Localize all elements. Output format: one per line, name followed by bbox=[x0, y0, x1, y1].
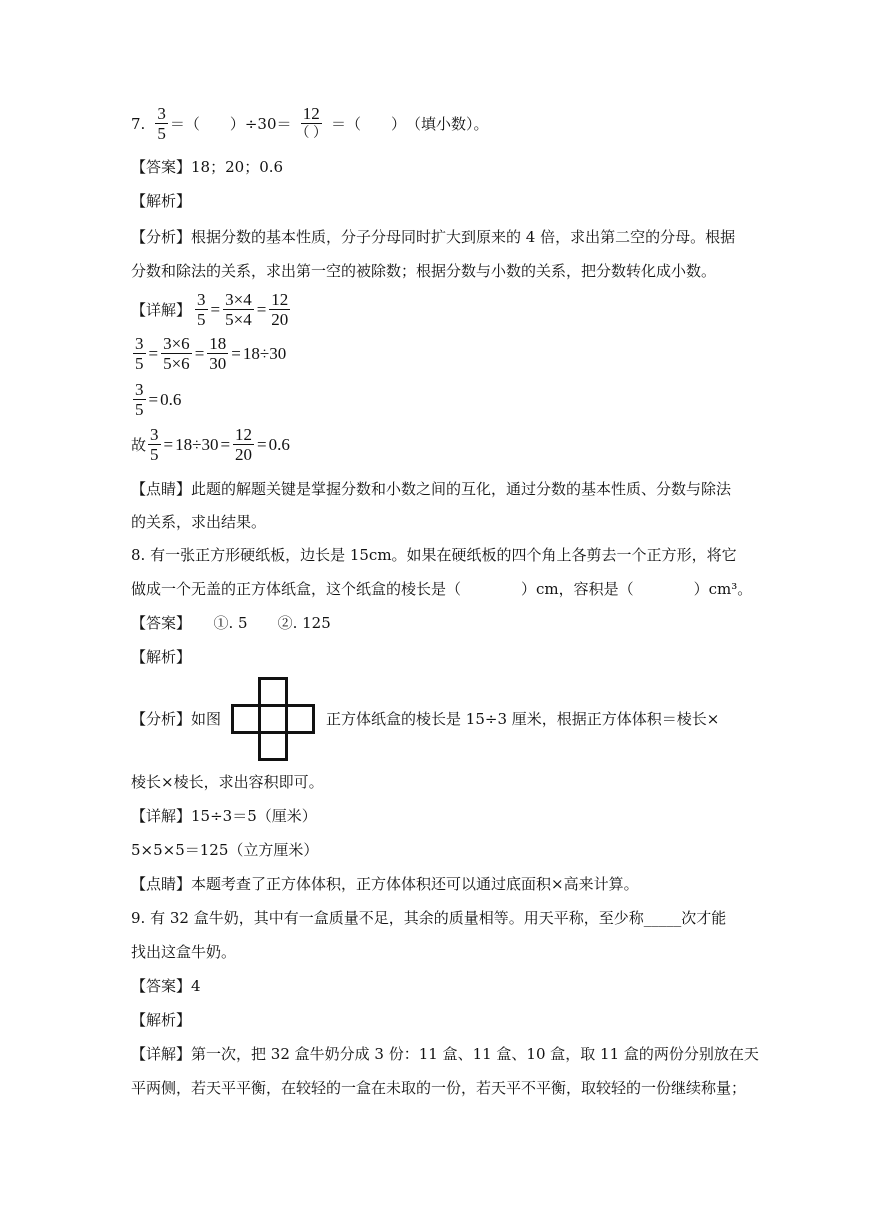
q7-detail-line1: 【详解】 $\frac{3}{5}$ = $\frac{3\times 4}{5\times 4}$ = $\frac{12}{20}$ bbox=[131, 290, 289, 329]
q7-stem bbox=[131, 104, 489, 143]
q7-detail-line3: $\frac{3}{5}$ = 0.6 bbox=[135, 380, 182, 419]
fraction: $\frac{18}{30}$ bbox=[209, 334, 227, 373]
q7-detail-line4: 故 $\frac{3}{5}$ = 18÷30 = $\frac{12}{20}$ = 0.6 bbox=[131, 425, 290, 464]
q8-analysis-line1: 【分析】如图 ，正方体纸盒的棱长是 15÷3 厘米，根据正方体体积＝棱长× bbox=[131, 710, 720, 728]
q7-number: 7. bbox=[131, 114, 146, 133]
q7-fraction-12: $\frac{12}{( )}$ bbox=[295, 104, 327, 141]
q7-dianjing-line2: 的关系，求出结果。 bbox=[131, 513, 267, 531]
q9-detail-line1: 【详解】第一次，把 32 盒牛奶分成 3 份：11 盒、11 盒、10 盒，取 11 盒的两份分别放在天 bbox=[131, 1045, 759, 1063]
fraction: $\frac{3\times 4}{5\times 4}$ bbox=[225, 290, 252, 329]
q8-answer: 【答案】 ①. 5 ②. 125 bbox=[131, 614, 331, 632]
q8-analysis-line2: 棱长×棱长，求出容积即可。 bbox=[131, 773, 324, 791]
q7-fraction-3-5: $\frac{3}{5}$ bbox=[157, 104, 166, 143]
q8-detail-line1: 【详解】15÷3＝5（厘米） bbox=[131, 807, 317, 825]
cube-net-diagram bbox=[231, 677, 317, 763]
fraction: $\frac{3}{5}$ bbox=[135, 334, 144, 373]
fraction: $\frac{3\times 6}{5\times 6}$ bbox=[163, 334, 190, 373]
q7-analysis-line1: 【分析】根据分数的基本性质，分子分母同时扩大到原来的 4 倍，求出第二空的分母。根据 bbox=[131, 228, 736, 246]
q9-detail-line2: 平两侧，若天平平衡，在较轻的一盒在未取的一份，若天平不平衡，取较轻的一份继续称量； bbox=[131, 1079, 747, 1097]
equals-sign: ＝ bbox=[331, 114, 347, 133]
fraction: $\frac{3}{5}$ bbox=[150, 425, 159, 464]
q9-jiexi-heading: 【解析】 bbox=[131, 1011, 192, 1029]
fraction: $\frac{12}{20}$ bbox=[235, 425, 253, 464]
fraction: $\frac{12}{20}$ bbox=[271, 290, 289, 329]
q8-detail-line2: 5×5×5＝125（立方厘米） bbox=[131, 841, 319, 859]
fraction: $\frac{3}{5}$ bbox=[197, 290, 206, 329]
q7-dianjing-line1: 【点睛】此题的解题关键是掌握分数和小数之间的互化，通过分数的基本性质、分数与除法 bbox=[131, 480, 732, 498]
q8-jiexi-heading: 【解析】 bbox=[131, 648, 192, 666]
q7-analysis-line2: 分数和除法的关系，求出第一空的被除数；根据分数与小数的关系，把分数转化成小数。 bbox=[131, 262, 717, 280]
q9-answer: 【答案】4 bbox=[131, 977, 201, 995]
q9-stem-line1: 9. 有 32 盒牛奶，其中有一盒质量不足，其余的质量相等。用天平称，至少称_____次才能 bbox=[131, 909, 727, 927]
q9-stem-line2: 找出这盒牛奶。 bbox=[131, 943, 237, 961]
q7-blank-2: （ ） bbox=[346, 114, 407, 133]
q7-answer: 【答案】18；20；0.6 bbox=[131, 158, 284, 176]
fraction: $\frac{3}{5}$ bbox=[135, 380, 144, 419]
equals-sign: ＝ bbox=[169, 114, 185, 133]
q7-detail-line2: $\frac{3}{5}$ = $\frac{3\times 6}{5\times 6}$ = $\frac{18}{30}$ = 18÷30 bbox=[135, 334, 287, 373]
q8-dianjing: 【点睛】本题考查了正方体体积，正方体体积还可以通过底面积×高来计算。 bbox=[131, 875, 639, 893]
q7-div30: ÷30＝ bbox=[244, 114, 292, 133]
q7-jiexi-heading: 【解析】 bbox=[131, 192, 192, 210]
q7-blank-1: （ ） bbox=[184, 114, 245, 133]
q8-stem-line2: 做成一个无盖的正方体纸盒，这个纸盒的棱长是（ ）cm，容积是（ ）cm³。 bbox=[131, 580, 753, 598]
q7-tail: （填小数）。 bbox=[406, 114, 489, 133]
q8-stem-line1: 8. 有一张正方形硬纸板，边长是 15cm。如果在硬纸板的四个角上各剪去一个正方形，将它 bbox=[131, 546, 737, 564]
